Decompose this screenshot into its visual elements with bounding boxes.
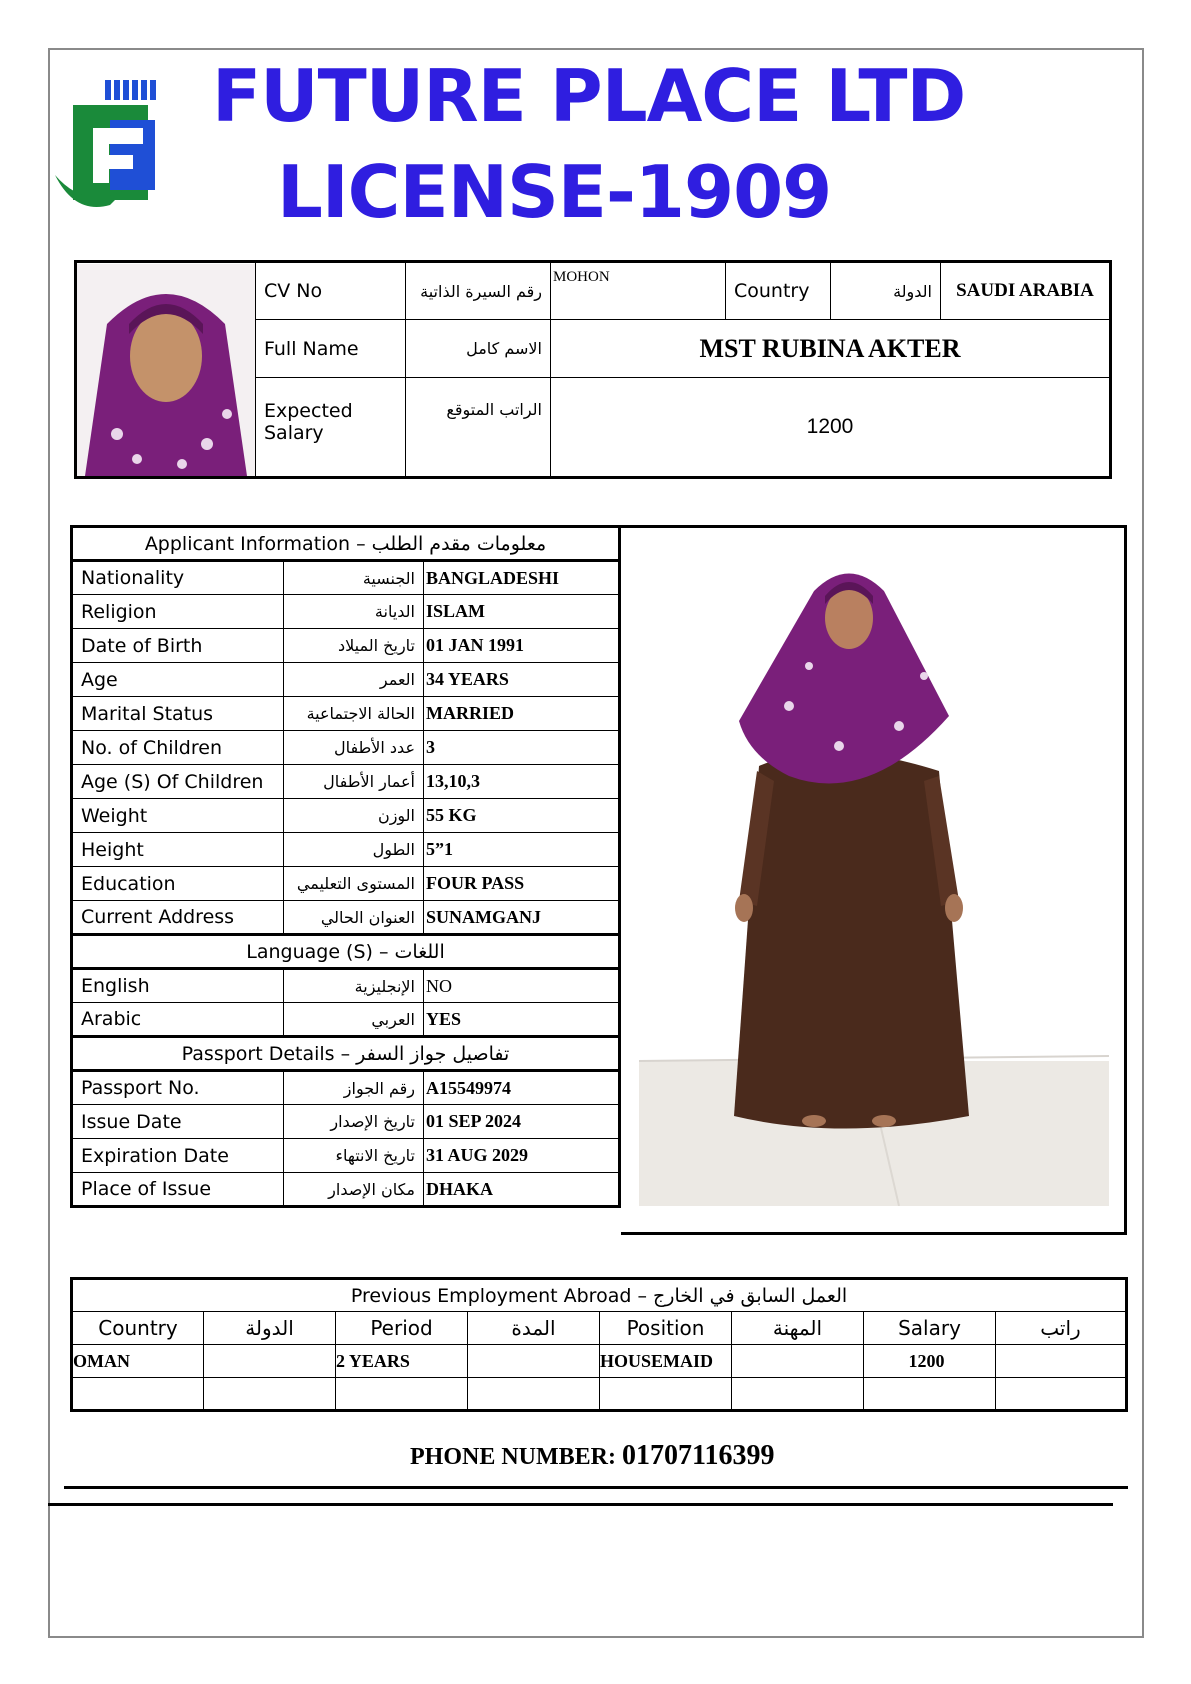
emp-cell — [204, 1378, 336, 1411]
cv-no-value: MOHON — [551, 262, 726, 320]
row-label: Age — [72, 663, 284, 697]
place-of-issue-value: DHAKA — [424, 1173, 620, 1207]
emp-cell — [732, 1378, 864, 1411]
full-body-photo — [639, 556, 1109, 1206]
employment-header-row — [72, 1312, 1127, 1345]
passport-section-title: Passport Details – تفاصيل جواز السفر — [72, 1037, 620, 1071]
table-row — [72, 833, 620, 867]
row-arabic-label: الحالة الاجتماعية — [284, 697, 424, 731]
portrait-photo-cell — [76, 262, 256, 478]
applicant-section-title: Applicant Information – معلومات مقدم الطلب — [72, 527, 620, 561]
full-name-label: Full Name — [256, 320, 406, 378]
row-arabic-label: تاريخ الانتهاء — [284, 1139, 424, 1173]
row-arabic-label: الديانة — [284, 595, 424, 629]
col-header-position-ar: المهنة — [732, 1312, 864, 1345]
row-label: Current Address — [72, 901, 284, 935]
table-row — [72, 1345, 1127, 1378]
emp-position-value: HOUSEMAID — [600, 1345, 732, 1378]
phone-number — [410, 1440, 774, 1472]
cv-no-label: CV No — [256, 262, 406, 320]
emp-cell — [732, 1345, 864, 1378]
row-label: Place of Issue — [72, 1173, 284, 1207]
row-label: Age (S) Of Children — [72, 765, 284, 799]
col-header-salary: Salary — [864, 1312, 996, 1345]
emp-cell — [864, 1378, 996, 1411]
table-row — [72, 867, 620, 901]
dob-value: 01 JAN 1991 — [424, 629, 620, 663]
row-label: Religion — [72, 595, 284, 629]
cv-no-arabic-label: رقم السيرة الذاتية — [406, 262, 551, 320]
row-arabic-label: عدد الأطفال — [284, 731, 424, 765]
table-row — [72, 1105, 620, 1139]
row-arabic-label: العنوان الحالي — [284, 901, 424, 935]
nationality-value: BANGLADESHI — [424, 561, 620, 595]
company-logo — [55, 80, 165, 215]
row-arabic-label: العربي — [284, 1003, 424, 1037]
children-ages-value: 13,10,3 — [424, 765, 620, 799]
emp-cell — [996, 1345, 1127, 1378]
emp-cell — [468, 1345, 600, 1378]
row-label: Arabic — [72, 1003, 284, 1037]
row-arabic-label: رقم الجواز — [284, 1071, 424, 1105]
portrait-photo — [77, 264, 255, 476]
country-label: Country — [726, 262, 831, 320]
row-arabic-label: الوزن — [284, 799, 424, 833]
row-arabic-label: مكان الإصدار — [284, 1173, 424, 1207]
row-label: Date of Birth — [72, 629, 284, 663]
row-arabic-label: الطول — [284, 833, 424, 867]
row-label: No. of Children — [72, 731, 284, 765]
table-row — [72, 799, 620, 833]
table-row — [72, 969, 620, 1003]
row-arabic-label: تاريخ الإصدار — [284, 1105, 424, 1139]
weight-value: 55 KG — [424, 799, 620, 833]
emp-country-value: OMAN — [72, 1345, 204, 1378]
employment-section-title: Previous Employment Abroad – العمل السابق في الخارج — [72, 1279, 1127, 1312]
col-header-salary-ar: راتب — [996, 1312, 1127, 1345]
emp-cell — [336, 1378, 468, 1411]
full-name-value: MST RUBINA AKTER — [551, 320, 1111, 378]
row-arabic-label: تاريخ الميلاد — [284, 629, 424, 663]
row-arabic-label: الجنسية — [284, 561, 424, 595]
row-label: Height — [72, 833, 284, 867]
country-arabic-label: الدولة — [831, 262, 941, 320]
row-arabic-label: المستوى التعليمي — [284, 867, 424, 901]
col-header-country: Country — [72, 1312, 204, 1345]
emp-salary-value: 1200 — [864, 1345, 996, 1378]
row-arabic-label: العمر — [284, 663, 424, 697]
table-row — [72, 697, 620, 731]
passport-no-value: A15549974 — [424, 1071, 620, 1105]
footer-divider — [48, 1503, 1113, 1506]
top-info-table — [74, 260, 1112, 479]
language-section-title: Language (S) – اللغات — [72, 935, 620, 969]
table-row — [72, 1139, 620, 1173]
emp-cell — [72, 1378, 204, 1411]
row-label: Passport No. — [72, 1071, 284, 1105]
license-number: LICENSE-1909 — [277, 150, 832, 234]
education-value: FOUR PASS — [424, 867, 620, 901]
col-header-period: Period — [336, 1312, 468, 1345]
table-row — [72, 901, 620, 935]
emp-cell — [468, 1378, 600, 1411]
full-name-arabic-label: الاسم كامل — [406, 320, 551, 378]
table-row — [72, 595, 620, 629]
expected-salary-label: Expected Salary — [256, 378, 406, 478]
english-value: NO — [424, 969, 620, 1003]
height-value: 5”1 — [424, 833, 620, 867]
table-row — [72, 731, 620, 765]
col-header-country-ar: الدولة — [204, 1312, 336, 1345]
row-label: Issue Date — [72, 1105, 284, 1139]
footer-divider — [64, 1486, 1128, 1489]
applicant-info-table — [70, 525, 621, 1208]
expiration-date-value: 31 AUG 2029 — [424, 1139, 620, 1173]
full-body-photo-cell — [621, 525, 1127, 1235]
col-header-position: Position — [600, 1312, 732, 1345]
table-row — [72, 561, 620, 595]
issue-date-value: 01 SEP 2024 — [424, 1105, 620, 1139]
emp-period-value: 2 YEARS — [336, 1345, 468, 1378]
col-header-period-ar: المدة — [468, 1312, 600, 1345]
row-arabic-label: الإنجليزية — [284, 969, 424, 1003]
children-count-value: 3 — [424, 731, 620, 765]
table-row — [72, 1173, 620, 1207]
expected-salary-arabic-label: الراتب المتوقع — [406, 378, 551, 478]
marital-status-value: MARRIED — [424, 697, 620, 731]
row-arabic-label: أعمار الأطفال — [284, 765, 424, 799]
company-name: FUTURE PLACE LTD — [212, 54, 966, 138]
address-value: SUNAMGANJ — [424, 901, 620, 935]
emp-cell — [600, 1378, 732, 1411]
phone-label: PHONE NUMBER: — [410, 1444, 616, 1470]
table-row — [72, 663, 620, 697]
table-row — [72, 629, 620, 663]
phone-value: 01707116399 — [622, 1440, 775, 1471]
emp-cell — [996, 1378, 1127, 1411]
table-row — [72, 1378, 1127, 1411]
row-label: Weight — [72, 799, 284, 833]
row-label: Expiration Date — [72, 1139, 284, 1173]
table-row — [72, 1071, 620, 1105]
religion-value: ISLAM — [424, 595, 620, 629]
expected-salary-value: 1200 — [551, 378, 1111, 478]
country-value: SAUDI ARABIA — [941, 262, 1111, 320]
table-row — [72, 765, 620, 799]
row-label: Education — [72, 867, 284, 901]
row-label: Nationality — [72, 561, 284, 595]
age-value: 34 YEARS — [424, 663, 620, 697]
row-label: Marital Status — [72, 697, 284, 731]
arabic-value: YES — [424, 1003, 620, 1037]
employment-table — [70, 1277, 1128, 1412]
emp-cell — [204, 1345, 336, 1378]
table-row — [72, 1003, 620, 1037]
row-label: English — [72, 969, 284, 1003]
